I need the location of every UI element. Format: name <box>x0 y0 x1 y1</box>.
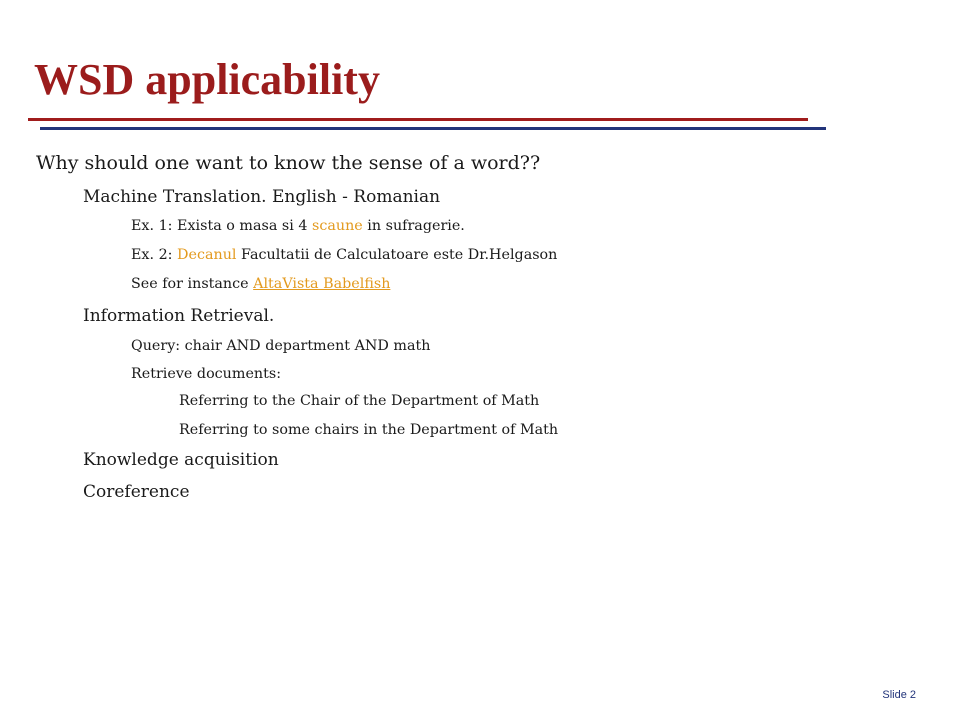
slide-title: WSD applicability <box>34 55 380 104</box>
example-2-text: Ex. 2: <box>131 247 178 263</box>
bullet-retrieve: Retrieve documents: <box>131 366 282 382</box>
example-2-highlight: Decanul <box>177 247 237 263</box>
bullet-query: Query: chair AND department AND math <box>131 338 431 354</box>
bullet-example-2 <box>131 247 557 263</box>
bullet-information-retrieval: Information Retrieval. <box>83 306 275 326</box>
bullet-question: Why should one want to know the sense of a word?? <box>36 152 541 174</box>
example-1-text-end: in sufragerie. <box>362 218 465 234</box>
example-1-highlight: scaune <box>312 218 363 234</box>
example-2-text-end: Facultatii de Calculatoare este Dr.Helgason <box>236 247 558 263</box>
example-1-text: Ex. 1: Exista o masa si 4 <box>131 218 313 234</box>
see-instance-text: See for instance <box>131 276 254 292</box>
slide-number: Slide 2 <box>882 689 916 701</box>
title-underline-red <box>28 118 808 121</box>
bullet-see-instance <box>131 276 390 292</box>
bullet-example-1 <box>131 218 465 234</box>
bullet-knowledge-acquisition: Knowledge acquisition <box>83 450 279 470</box>
title-underline-blue <box>40 127 826 130</box>
bullet-referring-chairs: Referring to some chairs in the Department of Math <box>179 422 559 438</box>
bullet-coreference: Coreference <box>83 482 190 502</box>
bullet-machine-translation: Machine Translation. English - Romanian <box>83 187 441 207</box>
bullet-referring-chair: Referring to the Chair of the Department of Math <box>179 393 540 409</box>
babelfish-link[interactable]: AltaVista Babelfish <box>253 276 391 292</box>
